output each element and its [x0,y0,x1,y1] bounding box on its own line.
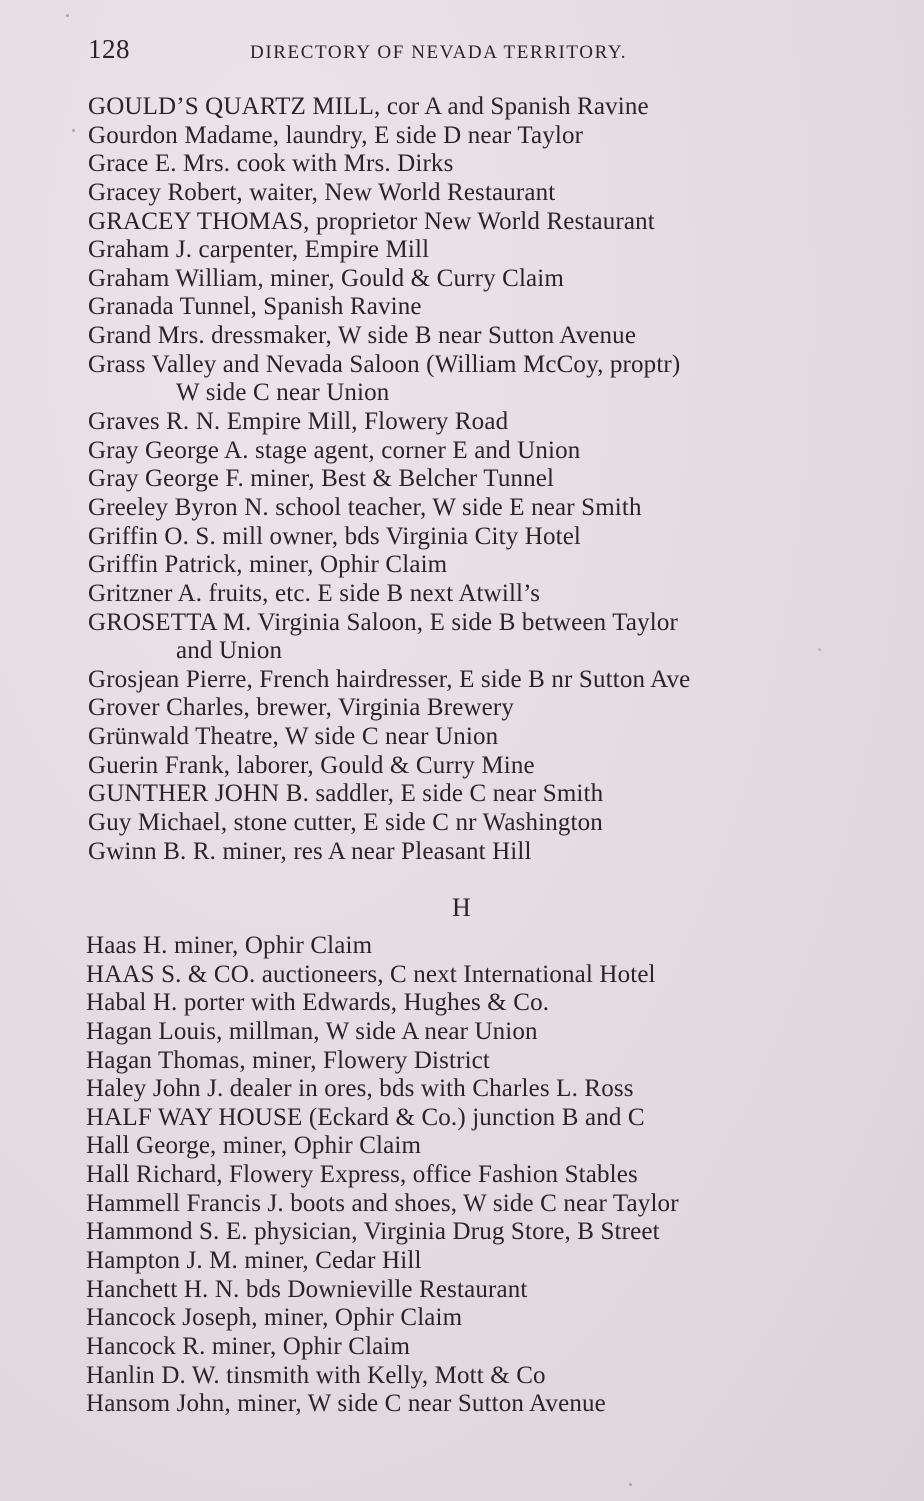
section-heading-h: H [452,893,472,922]
directory-entry: HALF WAY HOUSE (Eckard & Co.) junction B and C [86,1103,645,1131]
directory-entry: Gourdon Madame, laundry, E side D near Taylor [88,121,584,149]
directory-entry: Hammell Francis J. boots and shoes, W side C near Taylor [86,1189,679,1217]
directory-entry: Guerin Frank, laborer, Gould & Curry Mine [88,751,535,779]
directory-entry: Gritzner A. fruits, etc. E side B next Atwill’s [88,579,541,607]
page-header [88,34,698,68]
paper-speck [818,648,821,651]
directory-entry: GRACEY THOMAS, proprietor New World Restaurant [88,207,655,235]
directory-entry-continuation: and Union [176,637,283,665]
directory-entry-continuation: W side C near Union [176,379,390,407]
directory-entry: Gwinn B. R. miner, res A near Pleasant Hill [88,837,532,865]
directory-entry: Gray George F. miner, Best & Belcher Tunnel [88,465,555,493]
directory-entry: Hagan Thomas, miner, Flowery District [86,1046,491,1074]
paper-speck [72,129,75,132]
directory-entry: Graham J. carpenter, Empire Mill [88,236,430,264]
directory-entry: Grand Mrs. dressmaker, W side B near Sutton Avenue [88,322,637,350]
directory-entry: HAAS S. & CO. auctioneers, C next International Hotel [86,960,656,988]
directory-entry: Habal H. porter with Edwards, Hughes & Co. [86,989,550,1017]
directory-entry: Grosjean Pierre, French hairdresser, E side B nr Sutton Ave [88,665,691,693]
directory-entry: Hall George, miner, Ophir Claim [86,1132,422,1160]
directory-entry: Greeley Byron N. school teacher, W side E near Smith [88,493,642,521]
directory-entry: Gracey Robert, waiter, New World Restaurant [88,178,556,206]
directory-entry: GROSETTA M. Virginia Saloon, E side B between Taylor [88,608,679,636]
directory-entry: Haley John J. dealer in ores, bds with Charles L. Ross [86,1075,634,1103]
directory-entry: GUNTHER JOHN B. saddler, E side C near Smith [88,780,604,808]
directory-entry: Gray George A. stage agent, corner E and Union [88,436,581,464]
running-title: DIRECTORY OF NEVADA TERRITORY. [250,42,628,63]
directory-entry: Hancock R. miner, Ophir Claim [86,1332,411,1360]
directory-entry: Hampton J. M. miner, Cedar Hill [86,1247,422,1275]
paper-speck [629,1483,632,1486]
directory-entry: Griffin O. S. mill owner, bds Virginia City Hotel [88,522,582,550]
directory-entry: Grover Charles, brewer, Virginia Brewery [88,694,515,722]
directory-entry: Griffin Patrick, miner, Ophir Claim [88,551,448,579]
directory-entry: Grünwald Theatre, W side C near Union [88,723,499,751]
directory-entry: Graham William, miner, Gould & Curry Claim [88,264,564,292]
directory-entry: Grace E. Mrs. cook with Mrs. Dirks [88,150,454,178]
directory-entry: GOULD’S QUARTZ MILL, cor A and Spanish Ravine [88,93,649,120]
directory-entry: Hammond S. E. physician, Virginia Drug Store, B Street [86,1218,660,1246]
directory-entry: Hagan Louis, millman, W side A near Union [86,1017,538,1045]
directory-entry: Granada Tunnel, Spanish Ravine [88,293,422,321]
directory-entry: Guy Michael, stone cutter, E side C nr Washington [88,809,603,837]
directory-entry: Hanchett H. N. bds Downieville Restaurant [86,1275,528,1303]
directory-entry: Hanlin D. W. tinsmith with Kelly, Mott & Co [86,1361,546,1389]
paper-speck [66,14,69,17]
directory-entry: Hansom John, miner, W side C near Sutton Avenue [86,1390,606,1418]
directory-entry: Hall Richard, Flowery Express, office Fashion Stables [86,1161,638,1189]
directory-entry: Hancock Joseph, miner, Ophir Claim [86,1304,463,1332]
directory-entries-g [88,93,878,866]
directory-entry: Graves R. N. Empire Mill, Flowery Road [88,408,509,436]
directory-entry: Haas H. miner, Ophir Claim [86,932,373,959]
directory-entries-h [86,932,876,1419]
directory-entry: Grass Valley and Nevada Saloon (William McCoy, proptr) [88,350,681,378]
page-number: 128 [88,34,130,64]
